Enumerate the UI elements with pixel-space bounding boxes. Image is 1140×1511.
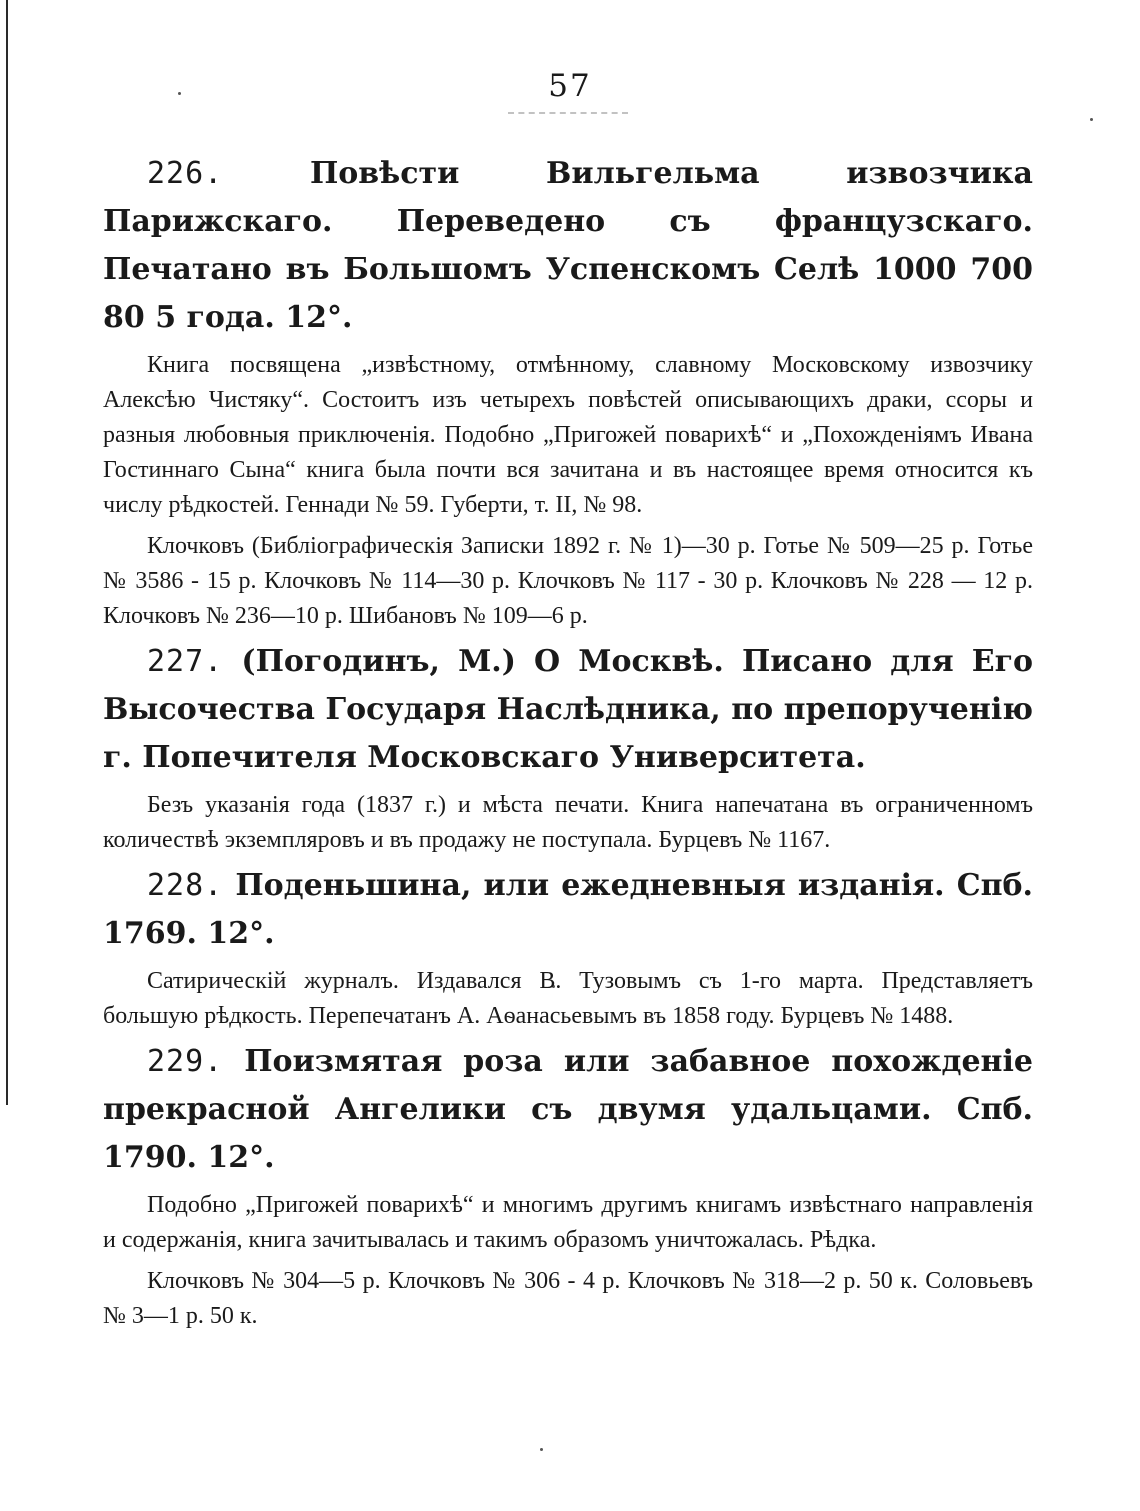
entry-title-text: (Погодинъ, М.) О Москвѣ. Писано для Его Высочества Государя Наслѣдника, по препорученію г. Попечителя Московскаго Университета. bbox=[103, 644, 1033, 775]
entry-note: Сатирическій журналъ. Издавался В. Тузовымъ съ 1-го марта. Представляетъ большую рѣдкость. Перепечатанъ А. Аѳанасьевымъ въ 1858 году. Бурцевъ № 1488. bbox=[103, 968, 1033, 1029]
entry-number: 227. bbox=[147, 644, 224, 679]
print-speck bbox=[178, 92, 181, 95]
catalog-entry bbox=[103, 150, 1033, 634]
entry-title bbox=[103, 638, 1033, 782]
entry-title-text: Поизмятая роза или забавное похожденіе прекрасной Ангелики съ двумя удальцами. Спб. 1790. 12°. bbox=[103, 1044, 1033, 1175]
print-speck bbox=[1090, 118, 1093, 121]
catalog-entry bbox=[103, 638, 1033, 858]
page-number: 57 bbox=[548, 68, 592, 104]
catalog-entry bbox=[103, 1038, 1033, 1334]
catalog-entry bbox=[103, 862, 1033, 1034]
entry-title bbox=[103, 1038, 1033, 1182]
entry-prices: Клочковъ (Библіографическія Записки 1892 г. № 1)—30 р. Готье № 509—25 р. Готье № 3586 - 15 р. Клочковъ № 114—30 р. Клочковъ № 117 - 30 р. Клочковъ № 228 — 12 р. Клочковъ № 236—10 р. Шибановъ № 109—6 р. bbox=[103, 533, 1033, 629]
entry-prices: Клочковъ № 304—5 р. Клочковъ № 306 - 4 р. Клочковъ № 318—2 р. 50 к. Соловьевъ № 3—1 р. 50 к. bbox=[103, 1268, 1033, 1329]
catalog-entries bbox=[103, 150, 1033, 1338]
entry-number: 228. bbox=[147, 868, 224, 903]
entry-number: 229. bbox=[147, 1044, 224, 1079]
print-speck bbox=[540, 1448, 543, 1451]
entry-title-text: Повѣсти Вильгельма извозчика Парижскаго. Переведено съ французскаго. Печатано въ Большомъ Успенскомъ Селѣ 1000 700 80 5 года. 12°. bbox=[103, 156, 1033, 335]
entry-number: 226. bbox=[147, 156, 224, 191]
entry-note: Подобно „Пригожей поварихѣ“ и многимъ другимъ книгамъ извѣстнаго направленія и содержанія, книга зачитывалась и такимъ образомъ уничтожалась. Рѣдка. bbox=[103, 1192, 1033, 1253]
entry-note: Книга посвящена „извѣстному, отмѣнному, славному Московскому извозчику Алексѣю Чистяку“. Состоитъ изъ четырехъ повѣстей описывающихъ драки, ссоры и разныя любовныя приключенія. Подобно „Пригожей поварихѣ“ и „Похожденіямъ Ивана Гостиннаго Сына“ книга была почти вся зачитана и въ настоящее время относится къ числу рѣдкостей. Геннади № 59. Губерти, т. II, № 98. bbox=[103, 352, 1033, 518]
entry-title-text: Поденьшина, или ежедневныя изданія. Спб. 1769. 12°. bbox=[103, 868, 1033, 951]
entry-title bbox=[103, 862, 1033, 958]
header-dash bbox=[508, 112, 628, 116]
entry-title bbox=[103, 150, 1033, 342]
entry-note: Безъ указанія года (1837 г.) и мѣста печати. Книга напечатана въ ограниченномъ количествѣ экземпляровъ и въ продажу не поступала. Бурцевъ № 1167. bbox=[103, 792, 1033, 853]
page-edge-rule bbox=[6, 0, 8, 1105]
